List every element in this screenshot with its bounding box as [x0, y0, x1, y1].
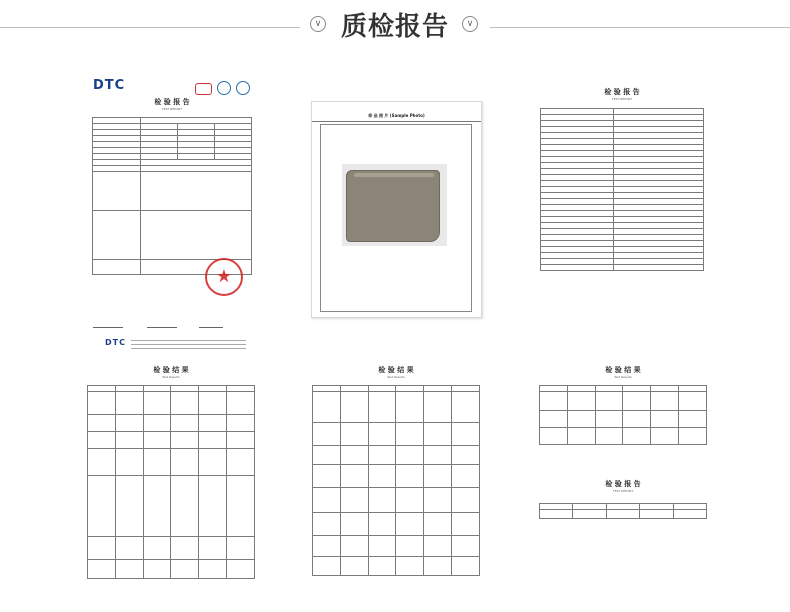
dtc-footer-logo: DTC: [105, 338, 126, 347]
report-subtitle: TEST REPORT: [612, 489, 634, 493]
section-header: [0, 0, 790, 55]
page-title: 质检报告: [340, 12, 449, 42]
results-subtitle: Test Results: [387, 375, 405, 379]
report-table: [92, 117, 252, 275]
results-page-2: [310, 365, 482, 587]
sample-photo-page: [311, 101, 482, 318]
results-title: 检 验 结 果: [605, 366, 641, 374]
report-table: [540, 108, 704, 271]
red-seal-stamp: ★: [205, 258, 243, 296]
dtc-logo: DTC: [93, 78, 126, 93]
report-page-2: [537, 85, 707, 307]
report-title: 检 验 报 告: [605, 480, 641, 488]
report-subtitle: TEST REPORT: [161, 107, 183, 111]
photo-page-title: 样 品 照 片 (Sample Photo): [312, 113, 481, 122]
report-page-1: [83, 72, 261, 362]
results-table: [539, 385, 707, 445]
results-subtitle: Test Results: [162, 375, 180, 379]
report-table: [539, 503, 707, 519]
header-right-line: [490, 27, 790, 28]
chevron-down-icon: ∨: [310, 16, 326, 32]
results-table: [312, 385, 480, 576]
results-title: 检 验 结 果: [153, 366, 189, 374]
results-page-1: [85, 365, 257, 587]
results-title: 检 验 结 果: [378, 366, 414, 374]
fabric-sample-image: [342, 164, 447, 246]
footer-text-lines: [131, 340, 246, 349]
chevron-down-icon: ∨: [462, 16, 478, 32]
results-subtitle: Test Results: [614, 375, 632, 379]
report-title: 检 验 报 告: [604, 88, 640, 96]
report-subtitle: TEST REPORT: [611, 97, 633, 101]
results-page-3: [537, 365, 709, 587]
report-title: 检 验 报 告: [154, 98, 190, 106]
signature-row: [93, 320, 253, 328]
header-left-line: [0, 27, 300, 28]
cert-marks: [195, 80, 251, 92]
results-table: [87, 385, 255, 579]
